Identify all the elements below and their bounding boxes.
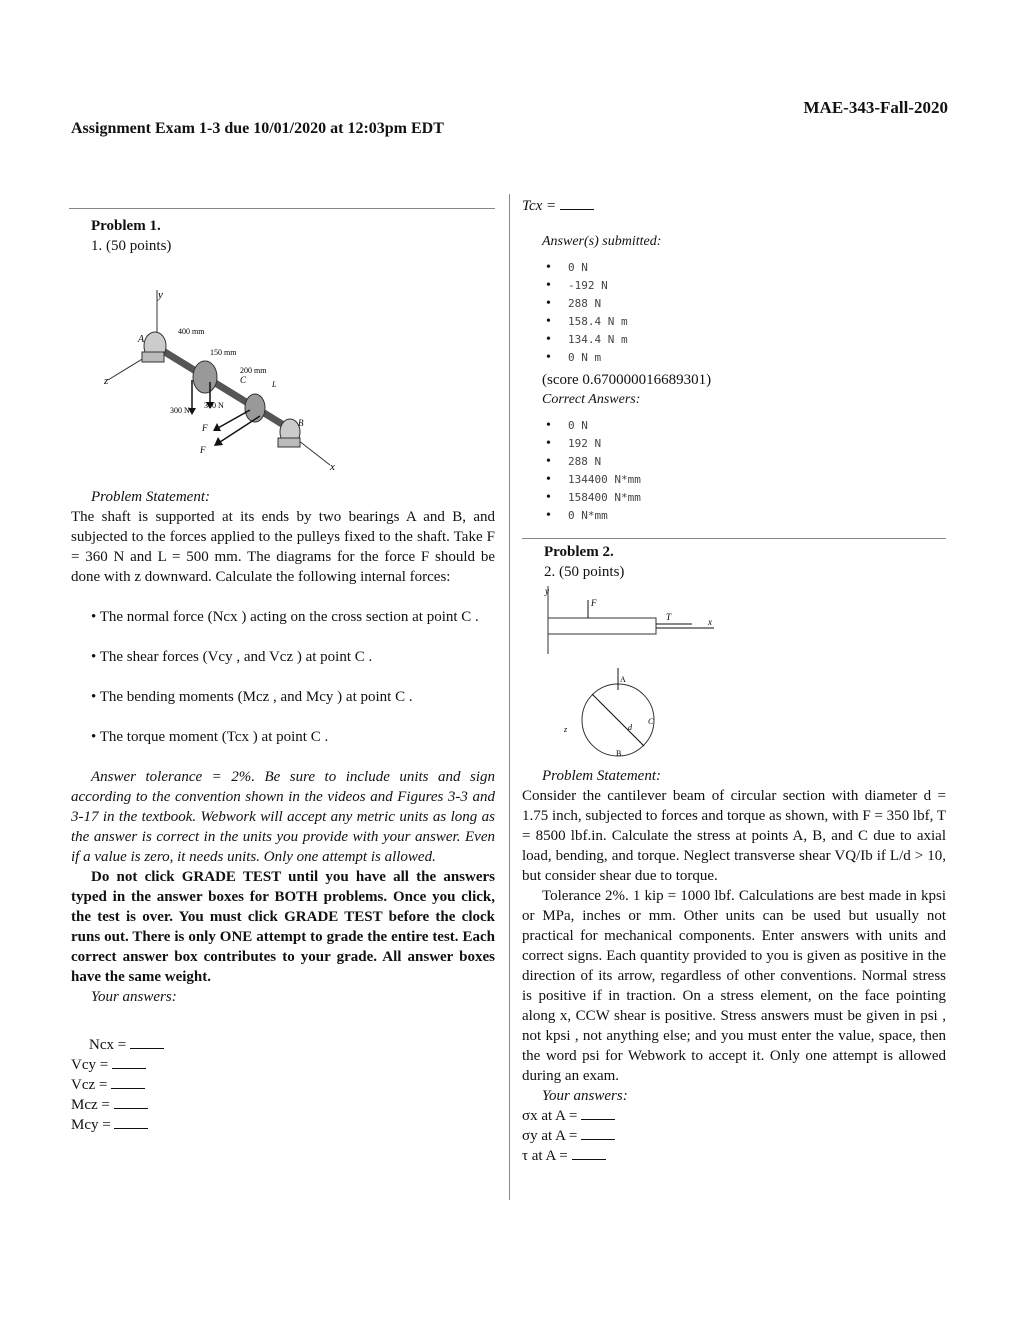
bullet-normal-force: • The normal force (Ncx ) acting on the cross section at point C . — [91, 609, 479, 625]
column-divider — [509, 194, 510, 1200]
problem1-top-rule — [69, 208, 495, 209]
assignment-title: Assignment Exam 1-3 due 10/01/2020 at 12:03pm EDT — [71, 120, 444, 137]
section-label-a: A — [620, 675, 626, 684]
bullet-bending-moments: • The bending moments (Mcz , and Mcy ) at point C . — [91, 689, 413, 705]
bearing-b-base — [278, 438, 300, 447]
answer-label-ncx: Ncx = — [89, 1037, 127, 1053]
answer-row-sigmay — [522, 1126, 946, 1146]
submitted-item: • 0 N — [522, 258, 946, 276]
f-label-2: F — [200, 445, 206, 455]
score-text: (score 0.670000016689301) — [542, 372, 712, 388]
shaft-figure — [100, 280, 350, 475]
f-label-1: F — [202, 423, 208, 433]
answer-label-tau: τ at A = — [522, 1148, 568, 1164]
answer-label-mcy: Mcy = — [71, 1117, 111, 1133]
answer-input-mcz[interactable] — [114, 1096, 148, 1109]
submitted-item: • 288 N — [522, 294, 946, 312]
dim-l: L — [272, 380, 277, 389]
force-label-2: 300 N — [204, 401, 224, 410]
correct-item: • 134400 N*mm — [522, 470, 946, 488]
problem1-tolerance: Answer tolerance = 2%. Be sure to include units and sign according to the convention shown in the videos and Figures 3-3 and 3-17 in the textbook. Webwork will accept any metric units as long as the answer is correct in the units you provide with your answer. Even if a value is zero, it needs units. Only one attempt is allowed. — [71, 769, 495, 865]
answer-row-tau — [522, 1146, 946, 1166]
answer-input-tcx[interactable] — [560, 197, 594, 210]
correct-item: • 288 N — [522, 452, 946, 470]
f-arrow-2 — [220, 416, 260, 442]
pulley-1 — [193, 361, 217, 393]
correct-item: • 0 N — [522, 416, 946, 434]
problem1-heading — [91, 216, 495, 256]
bearing-a-base — [142, 352, 164, 362]
section-label-c: C — [648, 717, 654, 726]
dim-150: 150 mm — [210, 348, 237, 357]
answer-input-sigmay[interactable] — [581, 1127, 615, 1140]
beam — [548, 618, 656, 634]
answer-input-sigmax[interactable] — [581, 1107, 615, 1120]
submitted-list — [522, 258, 946, 366]
pulley-2 — [245, 394, 265, 422]
y-axis-label: y — [158, 289, 163, 301]
submitted-label: Answer(s) submitted: — [542, 234, 662, 249]
problem2-title: Problem 2. — [544, 544, 614, 560]
beam-y-label: y — [545, 586, 549, 596]
problem2-your-answers: Your answers: — [542, 1088, 628, 1104]
correct-item: • 0 N*mm — [522, 506, 946, 524]
answer-label-sigmax: σx at A = — [522, 1108, 578, 1124]
problem1-title: Problem 1. — [91, 218, 161, 234]
answer-input-tau[interactable] — [572, 1147, 606, 1160]
z-axis-label: z — [104, 375, 109, 387]
beam-figure — [542, 584, 722, 764]
course-title: MAE-343-Fall-2020 — [803, 98, 948, 117]
answer-row-vcz — [71, 1075, 495, 1095]
problem2-points: 2. (50 points) — [544, 564, 625, 580]
diameter-line — [592, 694, 644, 746]
section-label-d: d — [628, 723, 632, 732]
point-c-label: C — [240, 375, 247, 385]
submitted-item: • -192 N — [522, 276, 946, 294]
bullet-torque-moment: • The torque moment (Tcx ) at point C . — [91, 729, 329, 745]
problem1-statement-label: Problem Statement: — [91, 489, 210, 505]
answer-row-vcy — [71, 1055, 495, 1075]
bullet-shear-forces: • The shear forces (Vcy , and Vcz ) at point C . — [91, 649, 373, 665]
answer-input-vcy[interactable] — [112, 1056, 146, 1069]
point-a-label: A — [138, 334, 145, 345]
correct-item: • 158400 N*mm — [522, 488, 946, 506]
problem1-body — [71, 487, 495, 1135]
answer-label-vcy: Vcy = — [71, 1057, 109, 1073]
problem2-top-rule — [522, 538, 946, 539]
torque-label: T — [666, 612, 672, 622]
answer-row-sigmax — [522, 1106, 946, 1126]
correct-list — [522, 416, 946, 524]
answer-input-ncx[interactable] — [130, 1036, 164, 1049]
answer-row-mcz — [71, 1095, 495, 1115]
problem1-points: 1. (50 points) — [91, 238, 172, 254]
x-axis-label: x — [330, 461, 335, 473]
problem1-warning: Do not click GRADE TEST until you have all the answers typed in the answer boxes for BOTH problems. Once you click, the test is over. You must click GRADE TEST before the clock runs out. There is only ONE attempt to grade the entire test. Each correct answer box contributes to your grade. All answer boxes have the same weight. — [71, 869, 495, 985]
answer-input-mcy[interactable] — [114, 1116, 148, 1129]
problem2-statement-label: Problem Statement: — [542, 768, 661, 784]
problem2-statement: Consider the cantilever beam of circular section with diameter d = 1.75 inch, subjected to forces and torque as shown, with F = 350 lbf, T = 8500 lbf.in. Calculate the stress at points A, B, and C due to axial load, bending, and torque. Neglect transverse shear VQ/Ib if L/d > 10, but consider shear due to torque. — [522, 788, 946, 884]
submitted-item: • 134.4 N m — [522, 330, 946, 348]
force-f-label: F — [591, 598, 597, 608]
submitted-item: • 0 N m — [522, 348, 946, 366]
problem1-answers-continued — [522, 196, 946, 524]
correct-label: Correct Answers: — [542, 392, 641, 407]
correct-item: • 192 N — [522, 434, 946, 452]
dim-400: 400 mm — [178, 327, 205, 336]
answer-row-tcx — [522, 196, 946, 216]
answer-row-ncx — [71, 1035, 495, 1055]
answer-row-mcy — [71, 1115, 495, 1135]
submitted-item: • 158.4 N m — [522, 312, 946, 330]
problem1-your-answers: Your answers: — [91, 989, 177, 1005]
point-b-label: B — [298, 418, 304, 428]
answer-input-vcz[interactable] — [111, 1076, 145, 1089]
section-label-z: z — [564, 725, 568, 734]
section-label-b: B — [616, 749, 622, 758]
beam-x-label: x — [708, 617, 712, 627]
shaft — [155, 346, 295, 432]
answer-label-tcx: Tcx = — [522, 198, 557, 214]
problem1-statement: The shaft is supported at its ends by two bearings A and B, and subjected to the forces applied to the pulleys fixed to the shaft. Take F = 360 N and L = 500 mm. The diagrams for the force F should be done with z downward. Calculate the following internal forces: — [71, 509, 495, 585]
problem2-heading — [544, 542, 944, 582]
answer-label-sigmay: σy at A = — [522, 1128, 578, 1144]
force-label-1: 300 N — [170, 406, 190, 415]
answer-label-mcz: Mcz = — [71, 1097, 110, 1113]
answer-label-vcz: Vcz = — [71, 1077, 108, 1093]
problem2-tolerance: Tolerance 2%. 1 kip = 1000 lbf. Calculations are best made in kpsi or MPa, inches or mm. Other units can be used but usually not practical for mechanical components. Enter answers with units and correct signs. Each quantity provided to you is given as positive in the direction of its arrow, regardless of other conventions. Normal stress is positive if in traction. On a stress element, on the face pointing along x, CCW shear is positive. Stress answers must be given in psi , not kpsi , not anything else; and you must enter the value, space, then the word psi for Webwork to accept it. Only one attempt is allowed during an exam. — [522, 888, 946, 1084]
problem2-body — [522, 766, 946, 1166]
dim-200: 200 mm — [240, 366, 267, 375]
